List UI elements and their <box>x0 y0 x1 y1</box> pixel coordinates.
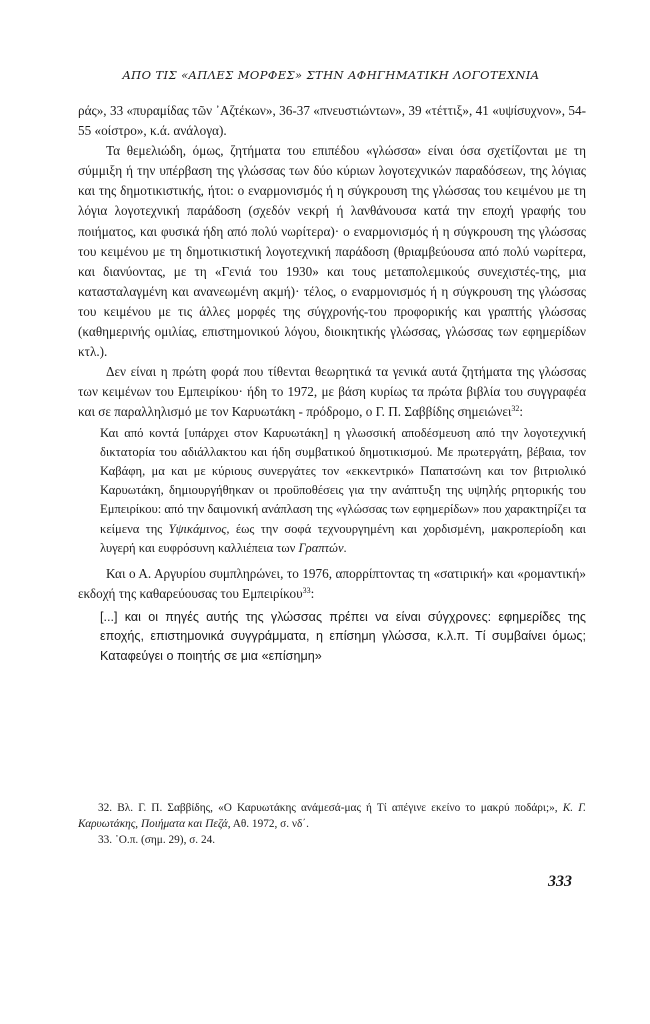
footnote-text: 32. Βλ. Γ. Π. Σαββίδης, «Ο Καρυωτάκης ανάμεσά-μας ή Τί απέγινε εκείνο το μακρύ ποδάρι;», <box>98 802 563 814</box>
paragraph-argyriou-intro <box>78 564 586 604</box>
paragraph-continued: ράς», 33 «πυραμίδας τῶν ᾿Αζτέκων», 36-37 «πνευστιώντων», 39 «τέττιξ», 41 «υψίσυχνον», 54-55 «οίστρο», κ.ά. ανάλογα). <box>78 103 586 139</box>
running-head: ΑΠΟ ΤΙΣ «ΑΠΛΕΣ ΜΟΡΦΕΣ» ΣΤΗΝ ΑΦΗΓΗΜΑΤΙΚΗ ΛΟΓΟΤΕΧΝΙΑ <box>122 68 540 82</box>
paragraph-savvidis-intro <box>78 362 586 422</box>
quote-title-graptwn: Γραπτών <box>298 540 344 555</box>
footnote-ref-33: 33 <box>302 586 311 596</box>
block-quote-argyriou: [...] και οι πηγές αυτής της γλώσσας πρέπει να είναι σύγχρονες: εφημερίδες της εποχής, επιστημονικά συγγράμματα, η επίσημη γλώσσα, κ.λ.π. Τί συμβαίνει όμως; Καταφεύγει ο ποιητής σε μια «επίσημη» <box>100 610 586 663</box>
quote-title-ypsikaminos: Υψικάμινος <box>168 521 227 536</box>
paragraph-text: Και ο Α. Αργυρίου συμπληρώνει, το 1976, απορρίπτοντας τη «σατιρική» και «ρομαντική» εκδοχή της καθαρεύουσας του Εμπειρίκου <box>78 565 586 602</box>
footnotes <box>78 800 586 848</box>
page-number: 333 <box>548 873 572 890</box>
footnote-text-end: , Αθ. 1972, σ. νδ΄. <box>227 818 309 830</box>
paragraph-end: : <box>310 586 315 602</box>
quote-text: Και από κοντά [υπάρχει στον Καρυωτάκη] η γλωσσική αποδέσμευση από την λογοτεχνική δικτατορία του αδιάλλακτου και ήδη συμβατικού δημοτικισμού. Με πρωτεργάτη, βέβαια, τον Καβάφη, μα και με κύριους συνεργάτες τον «εκκεντρικό» Παπατσώνη και τον βιτριολικό Καρυωτάκη, δημιουργήθηκαν οι προϋποθέσεις για την ανάπτυξη της υψηλής ρητορικής του Εμπειρίκου: από την δαιμονική ανάπλαση της «γλώσσας των εφημερίδων» που χαρακτηρίζει τα κείμενα της <box>100 425 586 536</box>
quote-text-mid: , έως την σοφά τεχνουργημένη και χορδισμένη, μακροπερίοδη και λυγερή και ευφρόσυνη καλλιέπεια των <box>100 521 586 555</box>
body-text <box>78 101 586 666</box>
paragraph-language-issues: Τα θεμελιώδη, όμως, ζητήματα του επιπέδου «γλώσσα» είναι όσα σχετίζονται με τη σύμμιξη ή την υπέρβαση της γλώσσας των δύο κύριων λογοτεχνικών παραδόσεων, της λόγιας και της δημοτικιστικής, ήτοι: ο εναρμονισμός ή η σύγκρουση της γλώσσας του κειμένου με τη λόγια λογοτεχνική παράδοση (σχεδόν νεκρή ή λανθάνουσα κατά την εποχή γραφής του ποιήματος, και φυσικά ήδη από πολύ νωρίτερα)· ο εναρμονισμός ή η σύγκρουση της γλώσσας του κειμένου με τη δημοτικιστική λογοτεχνική παράδοση (θριαμβεύουσα από πολύ νωρίτερα, και διανύοντας, με τη «Γενιά του 1930» και τους μεταπολεμικούς συνεχιστές-της, μια κατασταλαγμένη και ανανεωμένη ακμή)· τέλος, ο εναρμονισμός ή η σύγκρουση της γλώσσας του κειμένου με τις άλλες μορφές της σύγχρονής-του προφορικής και γραπτής γλώσσας (καθημερινής ομιλίας, επιστημονικού λόγου, διοικητικής γλώσσας, γλώσσας των εφημερίδων κτλ.). <box>78 143 586 360</box>
paragraph-text: Δεν είναι η πρώτη φορά που τίθενται θεωρητικά τα γενικά αυτά ζητήματα της γλώσσας των κειμένων του Εμπειρίκου· ήδη το 1972, με βάση κυρίως τα πρώτα βιβλία του συγγραφέα και σε παραλληλισμό με τον Καρυωτάκη - πρόδρομο, ο Γ. Π. Σαββίδης σημειώνει <box>78 364 586 420</box>
footnote-ref-32: 32 <box>511 404 520 414</box>
paragraph-end: : <box>519 404 524 420</box>
quote-end: . <box>343 540 347 555</box>
block-quote-savvidis <box>100 424 586 558</box>
footnote-32 <box>78 800 586 832</box>
footnote-33: 33. ᾿Ο.π. (σημ. 29), σ. 24. <box>98 834 216 846</box>
footnote-book-title: Κ. Γ. Καρυωτάκης, Ποιήματα και Πεζά <box>78 802 586 830</box>
